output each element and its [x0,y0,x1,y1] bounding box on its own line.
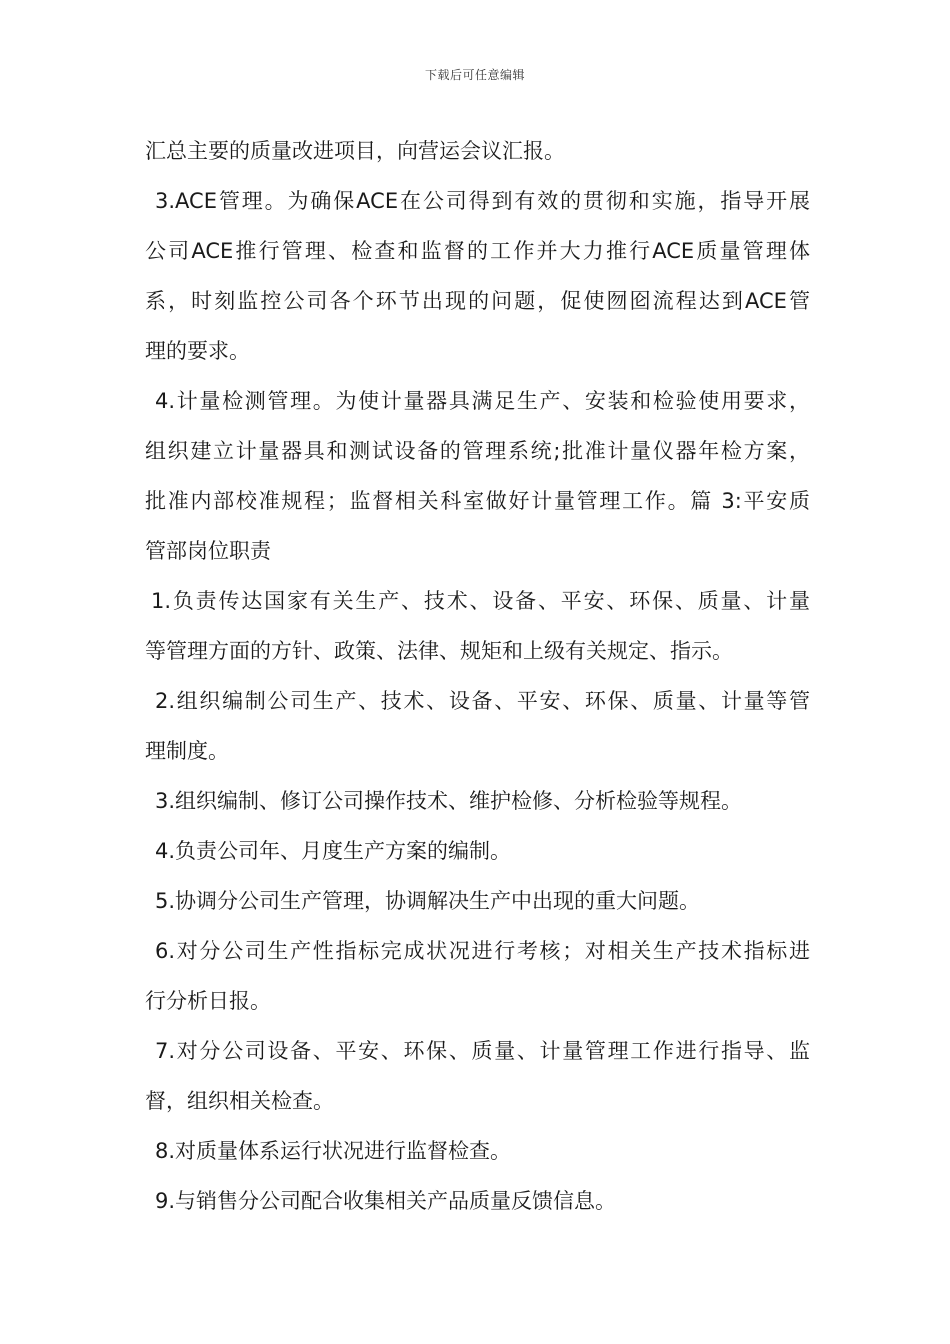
paragraph-line: 9.与销售分公司配合收集相关产品质量反馈信息。 [155,1189,617,1213]
paragraph-line: 理的要求。 [145,339,250,363]
paragraph-line: 6.对分公司生产性指标完成状况进行考核；对相关生产技术指标进 [155,939,810,963]
paragraph-line: 理制度。 [145,739,229,763]
paragraph-line: 3.ACE管理。为确保ACE在公司得到有效的贯彻和实施，指导开展 [155,189,810,213]
paragraph-line: 督，组织相关检查。 [145,1089,334,1113]
paragraph-line: 汇总主要的质量改进项目，向营运会议汇报。 [145,139,565,163]
paragraph-line: 5.协调分公司生产管理，协调解决生产中出现的重大问题。 [155,889,701,913]
paragraph-line: 2.组织编制公司生产、技术、设备、平安、环保、质量、计量等管 [155,689,810,713]
paragraph-line: 8.对质量体系运行状况进行监督检查。 [155,1139,512,1163]
paragraph-line: 1.负责传达国家有关生产、技术、设备、平安、环保、质量、计量 [151,589,810,613]
paragraph-line: 行分析日报。 [145,989,271,1013]
paragraph-line: 7.对分公司设备、平安、环保、质量、计量管理工作进行指导、监 [155,1039,810,1063]
paragraph-line: 组织建立计量器具和测试设备的管理系统;批准计量仪器年检方案， [145,439,810,463]
paragraph-line: 管部岗位职责 [145,539,271,563]
paragraph-line: 等管理方面的方针、政策、法律、规矩和上级有关规定、指示。 [145,639,733,663]
paragraph-line: 4.计量检测管理。为使计量器具满足生产、安装和检验使用要求， [155,389,810,413]
document-body [145,126,810,1226]
paragraph-line: 4.负责公司年、月度生产方案的编制。 [155,839,512,863]
paragraph-line: 批准内部校准规程；监督相关科室做好计量管理工作。篇 3:平安质 [145,489,810,513]
paragraph-line: 3.组织编制、修订公司操作技术、维护检修、分析检验等规程。 [155,789,743,813]
page-header: 下载后可任意编辑 [424,68,525,82]
paragraph-line: 公司ACE推行管理、检查和监督的工作并大力推行ACE质量管理体 [145,239,810,263]
paragraph-line: 系，时刻监控公司各个环节出现的问题，促使囫囵流程达到ACE管 [145,289,810,313]
